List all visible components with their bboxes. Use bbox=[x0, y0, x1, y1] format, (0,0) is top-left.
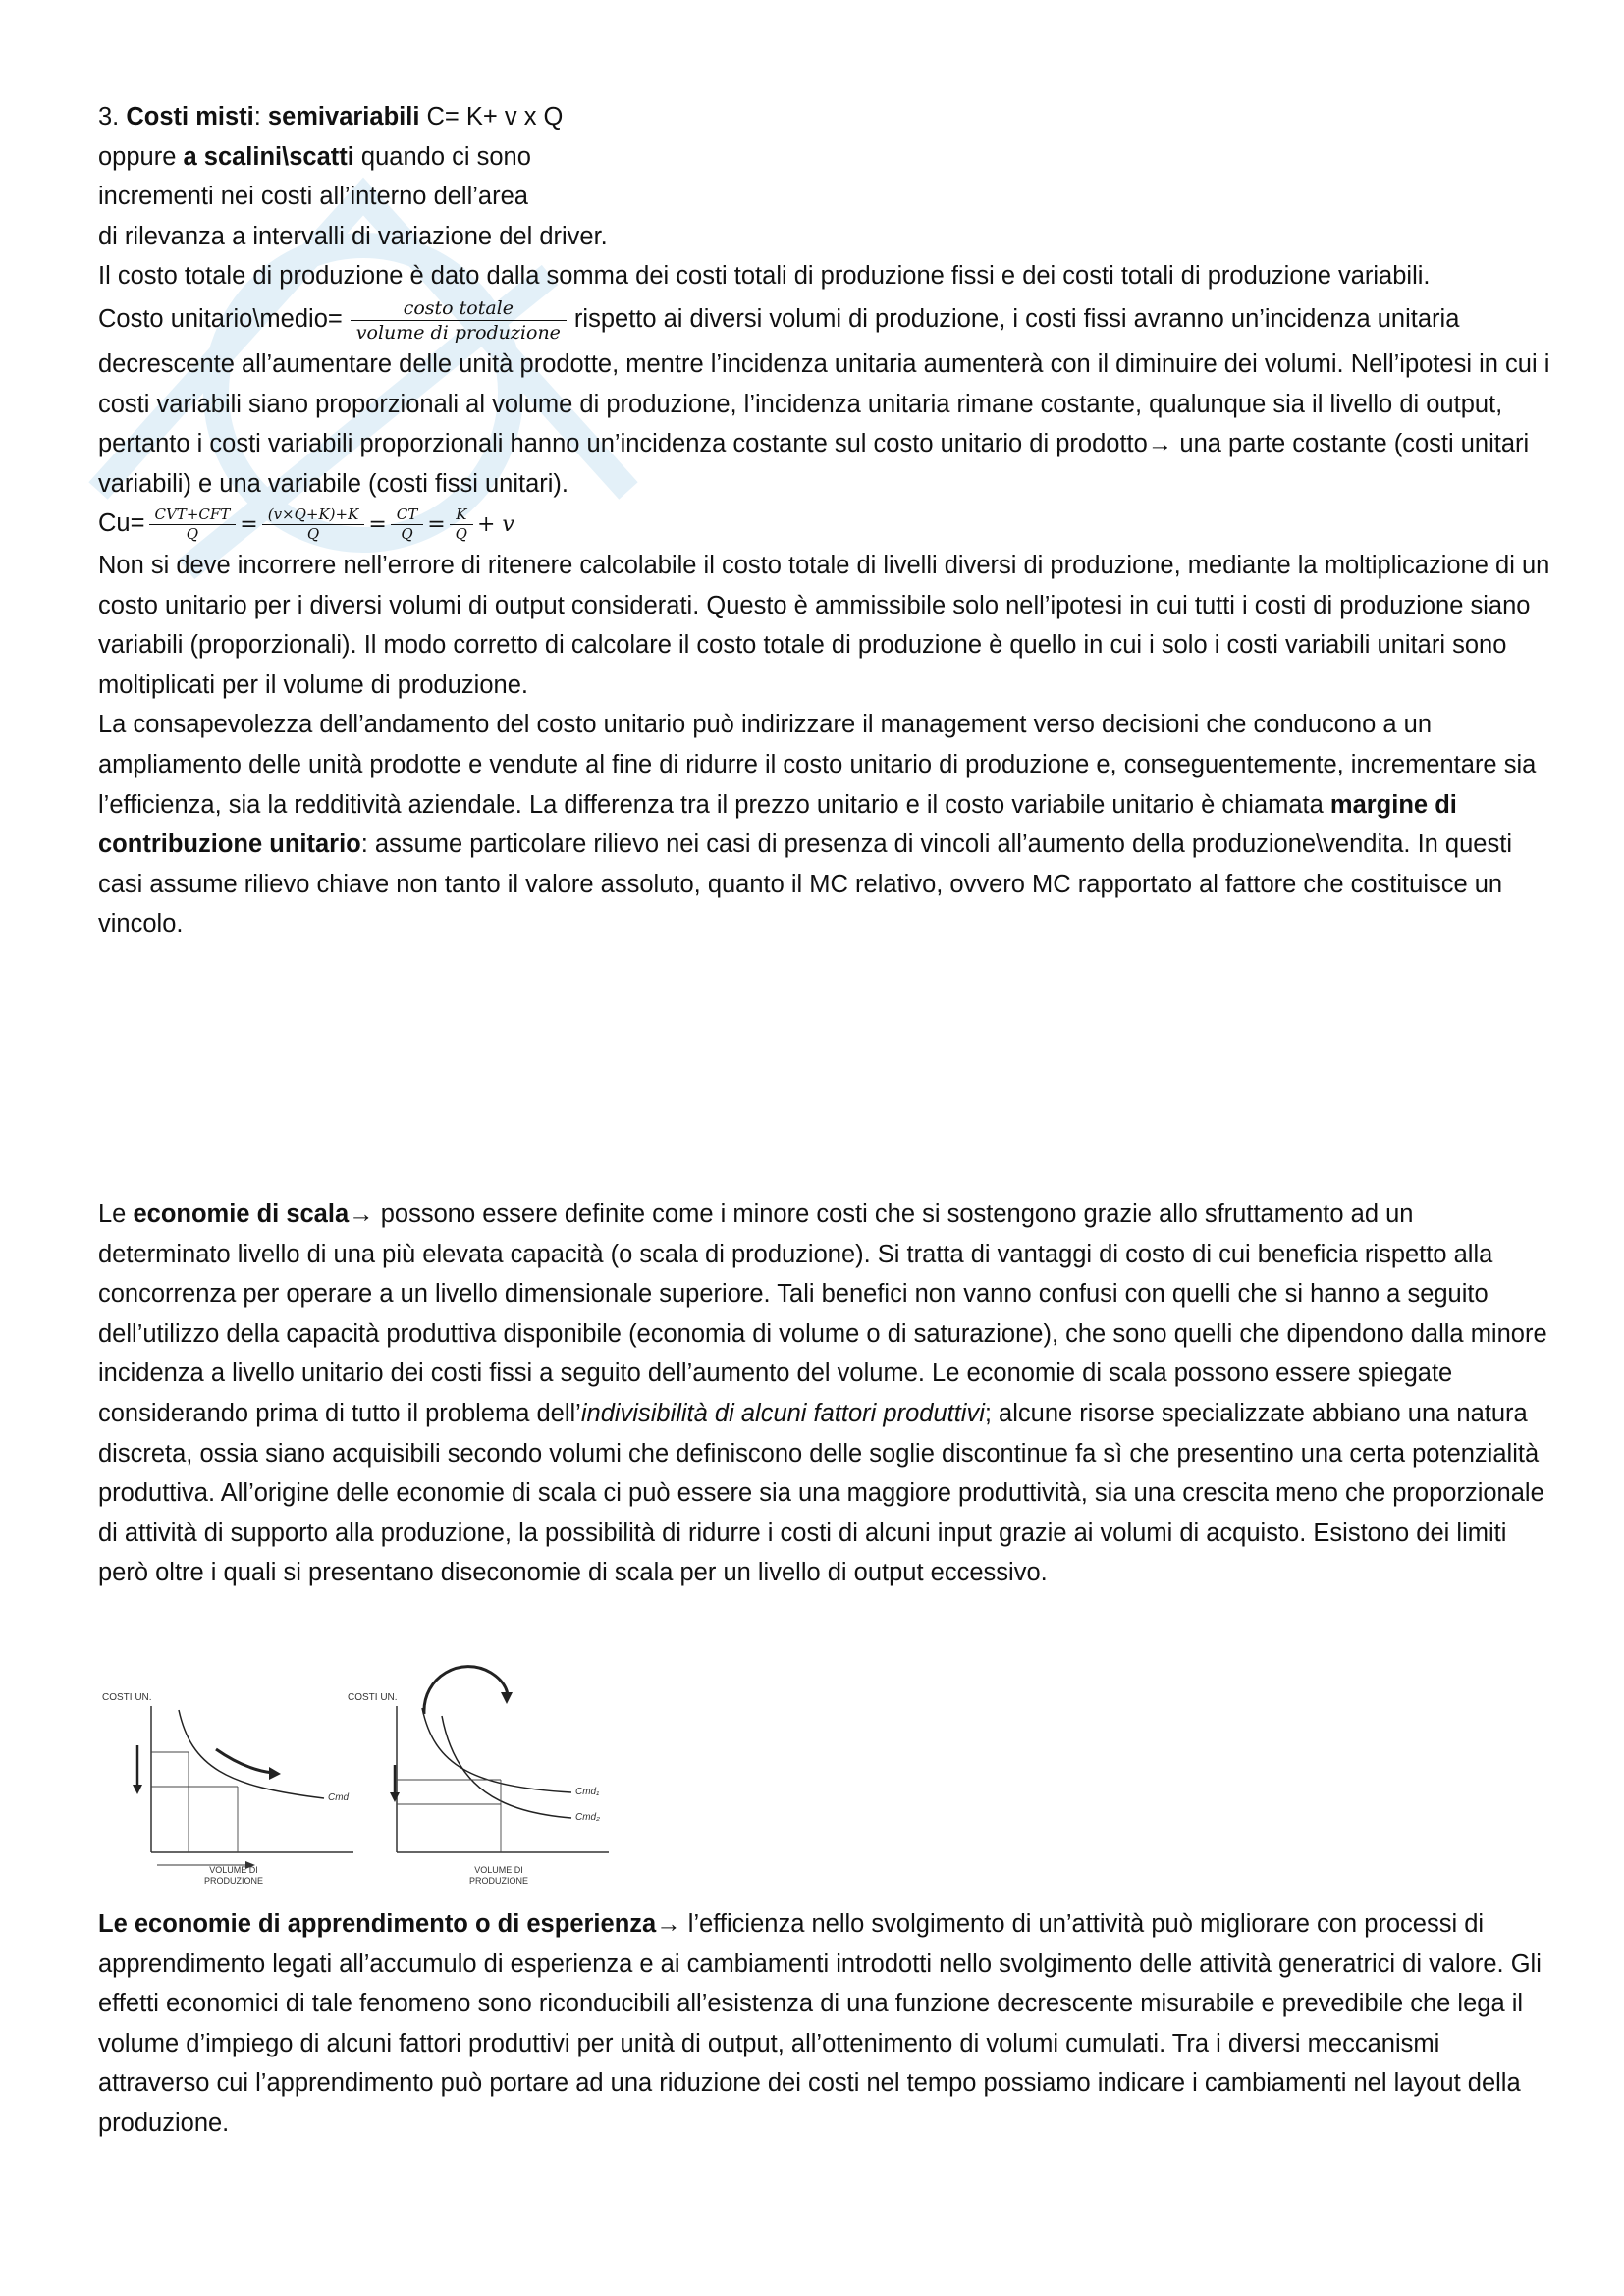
fig1-down-arrowhead bbox=[133, 1785, 142, 1794]
fig2-cmd2-curve bbox=[442, 1716, 571, 1818]
fig1-x-label-1: VOLUME DI bbox=[209, 1865, 258, 1875]
fig1-y-label: COSTI UN. bbox=[102, 1692, 152, 1703]
costi-misti-line2: oppure a scalini\scatti quando ci sono bbox=[98, 142, 531, 171]
section-economie-scala bbox=[98, 1195, 1551, 1593]
fig1-curve-label: Cmd bbox=[328, 1792, 350, 1803]
economie-scala-paragraph: Le economie di scala→ possono essere definite come i minore costi che si sostengono grazie allo sfruttamento ad un determinato livello di una più elevata capacità (o scala di produzione). Si tratta di vantaggi di costo di cui beneficia rispetto alla concorrenza per operare a un livello dimensionale superiore. Tali benefici non vanno confusi con quelli che si hanno a seguito dell’utilizzo della capacità produttiva disponibile (economia di volume o di saturazione), che sono quelli che dipendono dalla minore incidenza a livello unitario dei costi fissi a seguito dell’aumento del volume. Le economie di scala possono essere spiegate considerando prima di tutto il problema dell’indivisibilità di alcuni fattori produttivi; alcune risorse specializzate abbiano una natura discreta, ossia siano acquisibili secondo volumi che definiscono delle soglie discontinue fa sì che presentino una certa potenzialità produttiva. All’origine delle economie di scala ci può essere sia una maggiore produttività, sia una crescita meno che proporzionale di attività di supporto alla produzione, la possibilità di ridurre i costi di alcuni input grazie ai volumi di acquisto. Esistono dei limiti però oltre i quali si presentano diseconomie di scala per un livello di output eccessivo. bbox=[98, 1201, 1547, 1587]
section-costi-misti bbox=[98, 97, 1551, 944]
costi-misti-line1: 3. Costi misti: semivariabili C= K+ v x Q bbox=[98, 103, 564, 131]
fig2-x-label-2: PRODUZIONE bbox=[468, 1876, 529, 1886]
figure-economie-volume bbox=[98, 1688, 363, 1890]
fig1-curve-arrow bbox=[216, 1749, 273, 1773]
costi-misti-line4: di rilevanza a intervalli di variazione del driver. bbox=[98, 222, 608, 250]
fig1-x-label-2: PRODUZIONE bbox=[203, 1876, 264, 1886]
fig2-x-label-1: VOLUME DI bbox=[474, 1865, 523, 1875]
costo-totale-paragraph: Il costo totale di produzione è dato dalla somma dei costi totali di produzione fissi e dei costi totali di produzione variabili. bbox=[98, 262, 1431, 291]
apprendimento-paragraph: Le economie di apprendimento o di esperienza→ l’efficienza nello svolgimento di un’attività può migliorare con processi di apprendimento legati all’accumulo di esperienza e ai cambiamenti introdotti nello svolgimento delle attività generatrici di valore. Gli effetti economici di tale fenomeno sono riconducibili all’esistenza di una funzione decrescente misurabile e prevedibile che lega il volume d’impiego di alcuni fattori produttivi per unità di output, all’ottenimento di volumi cumulati. Tra i diversi meccanismi attraverso cui l’apprendimento può portare ad una riduzione dei costi nel tempo possiamo indicare i cambiamenti nel layout della produzione. bbox=[98, 1910, 1542, 2137]
cu-formula: Cu= $\frac{\text{CVT+CFT}}{Q}$ = $\frac{(v\times Q+K)+K}{Q}$ = $\frac{CT}{Q}$ = $\frac{K}{Q}$ + v bbox=[98, 506, 514, 544]
errore-paragraph: Non si deve incorrere nell’errore di ritenere calcolabile il costo totale di livelli diversi di produzione, mediante la moltiplicazione di un costo unitario per i diversi volumi di output considerati. Questo è ammissibile solo nell’ipotesi in cui tutti i costi di produzione siano variabili (proporzionali). Il modo corretto di calcolare il costo totale di produzione è quello in cui i solo i costi variabili unitari sono moltiplicati per il volume di produzione. bbox=[98, 551, 1550, 699]
costo-unitario-fraction: $\frac{\text{costo totale}}{\text{volume di produzione}}$ bbox=[351, 296, 567, 345]
fig2-curve2-label: Cmd₂ bbox=[575, 1812, 600, 1823]
fig2-shift-arrowhead bbox=[501, 1692, 513, 1704]
figure-economie-scala bbox=[344, 1657, 628, 1890]
costi-misti-line3: incrementi nei costi all’interno dell’area bbox=[98, 183, 528, 211]
fig2-y-label: COSTI UN. bbox=[348, 1692, 398, 1703]
fig2-down-arrowhead bbox=[390, 1792, 400, 1802]
consapevolezza-paragraph: La consapevolezza dell’andamento del costo unitario può indirizzare il management verso decisioni che conducono a un ampliamento delle unità prodotte e vendute al fine di ridurre il costo unitario di produzione e, conseguentemente, incrementare sia l’efficienza, sia la redditività aziendale. La differenza tra il prezzo unitario e il costo variabile unitario è chiamata margine di contribuzione unitario: assume particolare rilievo nei casi di presenza di vincoli all’aumento della produzione\vendita. In questi casi assume rilievo chiave non tanto il valore assoluto, quanto il MC relativo, ovvero MC rapportato al fattore che costituisce un vincolo. bbox=[98, 711, 1537, 938]
costo-unitario-paragraph: Costo unitario\medio= $\frac{\text{costo totale}}{\text{volume di produzione}}$ rispetto ai diversi volumi di produzione, i costi fissi avranno un’incidenza unitaria decrescente all’aumentare delle unità prodotte, mentre l’incidenza unitaria aumenterà con il diminuire dei volumi. Nell’ipotesi in cui i costi variabili siano proporzionali al volume di produzione, l’incidenza unitaria rimane costante, qualunque sia il livello di output, pertanto i costi variabili proporzionali hanno un’incidenza costante sul costo unitario di prodotto→ una parte costante (costi unitari variabili) e una variabile (costi fissi unitari). bbox=[98, 296, 1550, 498]
fig2-curve1-label: Cmd₁ bbox=[575, 1787, 600, 1797]
fig2-shift-arrow bbox=[424, 1667, 508, 1714]
fig1-curve-arrowhead bbox=[269, 1767, 281, 1780]
fig1-cmd-curve bbox=[179, 1710, 324, 1798]
section-apprendimento bbox=[98, 1904, 1551, 2144]
